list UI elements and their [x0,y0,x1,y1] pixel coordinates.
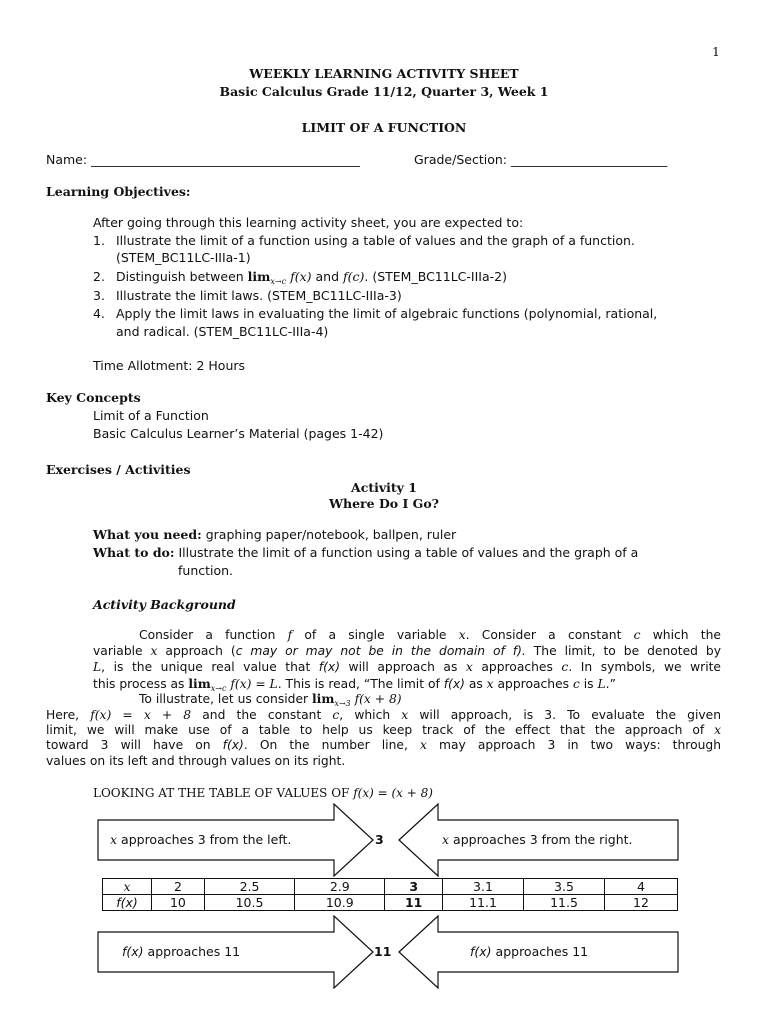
text: . On the number line, [243,738,420,752]
text: approaches 3 from the right. [449,832,633,847]
center-value-11: 11 [374,944,392,959]
grade-field[interactable]: _________________________ [510,152,668,167]
table-cell: 2.9 [295,879,385,895]
text: approaches 3 from the left. [117,832,292,847]
page-number: 1 [712,44,720,59]
var-x: x [714,723,721,737]
objective-2-text: Distinguish between [116,269,248,284]
fx-text: f(x) [222,738,244,752]
grade-row [414,152,667,167]
text: LOOKING AT THE TABLE OF VALUES OF [93,786,354,800]
name-label: Name: [46,152,88,167]
text: . Consider a constant [465,628,634,642]
text: variable [93,644,151,658]
key-concept-item: Basic Calculus Learner’s Material (pages 1-42) [93,426,384,441]
name-row [46,152,360,167]
lim-symbol: lim [311,691,335,706]
objective-3-line1: Illustrate the limit laws. (STEM_BC11LC-IIIa-3) [116,288,402,303]
var-c: c [561,660,569,674]
bg-p1-line1 [93,628,721,643]
text: which the [640,628,721,642]
fx-text: f(x) [470,944,492,959]
bg-p3-line4: values on its left and through values on its right. [46,754,346,768]
table-cell: 3.1 [443,879,524,895]
text: . This is read, “The limit of [277,677,444,691]
objective-1-line2: (STEM_BC11LC-IIIa-1) [116,250,251,265]
key-concepts-heading: Key Concepts [46,390,141,405]
fc-expression: f(c) [343,269,365,284]
var-x: x [458,628,466,642]
lim-symbol: lim [247,269,271,284]
todo-label: What to do: [93,545,175,560]
text: To illustrate, let us consider [139,692,312,706]
text: and the constant [191,708,333,722]
arrow-bottom-right-label [470,944,588,959]
row-label-x: x [103,879,152,895]
var-x: x [419,738,427,752]
arrow-bottom-left-label [122,944,240,959]
var-x: x [465,660,473,674]
key-concept-item: Limit of a Function [93,408,209,423]
text: , is the unique real value that [101,660,319,674]
function-expression: f(x) = x + 8 [90,708,192,722]
limit-expression: f(x) = L [230,677,278,691]
table-cell: 2 [152,879,205,895]
objective-4-num: 4. [93,306,105,321]
lim-subscript: x→c [270,277,287,286]
row-label-fx: f(x) [103,895,152,911]
objective-2-code: . (STEM_BC11LC-IIIa-2) [364,269,507,284]
text: The limit, to be denoted by [525,644,721,658]
table-cell: 11.5 [524,895,605,911]
objectives-heading: Learning Objectives: [46,184,191,199]
objective-1-line1: Illustrate the limit of a function using a table of values and the graph of a function. [116,233,635,248]
need-label: What you need: [93,527,202,542]
text: approaches [472,660,562,674]
table-cell: 4 [605,879,678,895]
arrow-right-label [442,832,633,847]
table-cell: 2.5 [204,879,294,895]
objective-4-line2: and radical. (STEM_BC11LC-IIIa-4) [116,324,329,339]
todo-line2: function. [178,563,234,578]
fx-text: f(x) [318,660,340,674]
lim-symbol: lim [188,676,211,691]
bg-p1-line2 [93,644,721,659]
table-row-x [103,879,678,895]
text: of a single variable [292,628,459,642]
text: Here, [46,708,91,722]
var-x: x [401,708,409,722]
text: this process as [93,677,189,691]
text: toward 3 will have on [46,738,223,752]
sheet-title: WEEKLY LEARNING ACTIVITY SHEET [249,66,519,81]
bg-p3-line3 [46,738,721,753]
objective-3-num: 3. [93,288,105,303]
text: Consider a function [139,628,288,642]
need-text: graphing paper/notebook, ballpen, ruler [201,527,457,542]
table-cell: 10.9 [295,895,385,911]
and-text: and [311,269,343,284]
text: will approach as [340,660,466,674]
what-you-need [93,527,456,542]
grade-label: Grade/Section: [414,152,507,167]
text: may approach 3 in two ways: through [426,738,721,752]
italic-text: c may or may not be in the domain of f). [235,644,526,658]
objective-2-line [116,269,507,286]
var-f: f [287,628,293,642]
var-c: c [633,628,641,642]
bg-p3-line1 [46,708,721,723]
table-cell: 3.5 [524,879,605,895]
table-cell: 11 [385,895,443,911]
center-value-3: 3 [375,832,384,847]
var-x: x [110,832,118,847]
objective-2-num: 2. [93,269,105,284]
table-cell: 11.1 [443,895,524,911]
objective-4-line1: Apply the limit laws in evaluating the limit of algebraic functions (polynomial, rational, [116,306,658,321]
text: approach ( [157,644,236,658]
text: .” [605,677,616,691]
text: . In symbols, we write [568,660,722,674]
var-L: L [93,660,102,674]
var-x: x [150,644,158,658]
table-heading [93,786,433,800]
text: limit, we will make use of a table to help us keep track of the effect that the approach of [46,723,715,737]
bg-p1-line3 [93,660,721,675]
fx-expression: f(x) [290,269,312,284]
text: approaches 11 [491,944,589,959]
text: is [579,677,598,691]
table-row-fx [103,895,678,911]
objectives-intro: After going through this learning activity sheet, you are expected to: [93,215,524,230]
exercises-heading: Exercises / Activities [46,462,191,477]
arrow-left-label [110,832,291,847]
text: will approach, is 3. To evaluate the given [408,708,721,722]
objective-1-num: 1. [93,233,105,248]
table-cell: 10.5 [204,895,294,911]
name-field[interactable]: ___________________________________________ [91,152,360,167]
table-cell: 10 [152,895,205,911]
todo-text: Illustrate the limit of a function using a table of values and the graph of a [174,545,639,560]
var-c: c [332,708,340,722]
activity-title: Activity 1 [351,480,417,495]
fx-text: f(x) [443,677,465,691]
limit-expression: f(x + 8) [354,692,402,706]
topic-title: LIMIT OF A FUNCTION [301,120,467,135]
function-expression: f(x) = (x + 8) [353,786,433,800]
text: approaches 11 [143,944,241,959]
var-L: L [597,677,606,691]
text: approaches [493,677,573,691]
table-cell: 3 [385,879,443,895]
text: , which [339,708,402,722]
fx-text: f(x) [122,944,144,959]
bg-p3-line2 [46,723,721,738]
activity-subtitle: Where Do I Go? [328,496,440,511]
sheet-subtitle: Basic Calculus Grade 11/12, Quarter 3, Week 1 [219,84,549,99]
var-c: c [572,677,580,691]
lim-subscript: x→3 [334,699,351,708]
var-x: x [486,677,494,691]
text: as [464,677,487,691]
lim-subscript: x→c [210,684,227,693]
background-heading: Activity Background [93,597,236,612]
var-x: x [442,832,450,847]
time-allotment: Time Allotment: 2 Hours [93,358,246,373]
table-cell: 12 [605,895,678,911]
values-table [102,878,678,911]
what-to-do [93,545,638,560]
